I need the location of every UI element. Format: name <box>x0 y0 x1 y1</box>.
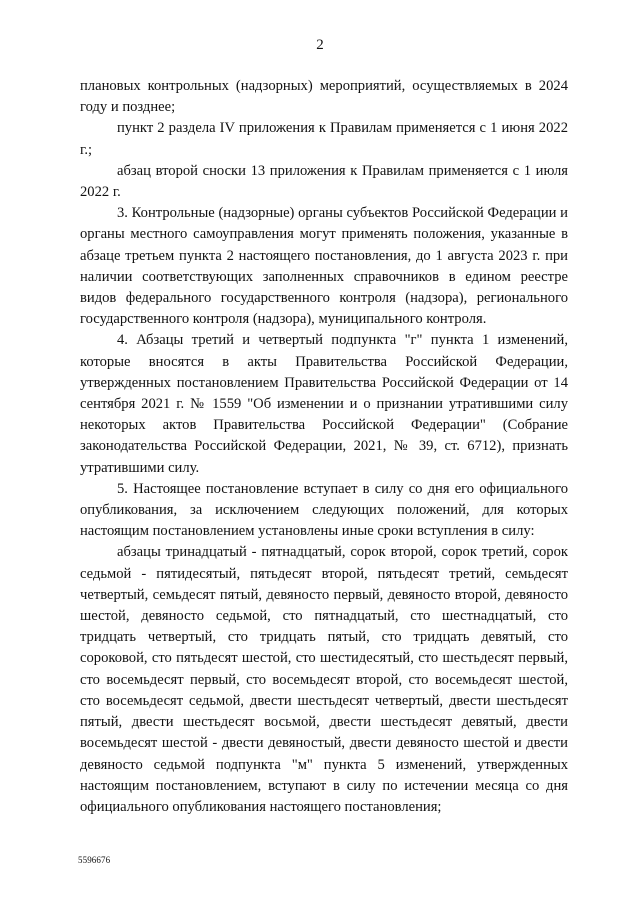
document-body <box>80 76 568 818</box>
paragraph-clause-5-exceptions: абзацы тринадцатый - пятнадцатый, сорок второй, сорок третий, сорок седьмой - пятидесятый, пятьдесят второй, пятьдесят третий, семьдесят четвертый, семьдесят пятый, девяносто первый, девяносто второй, девяносто шестой, девяносто седьмой, сто пятнадцатый, сто шестнадцатый, сто тридцать четвертый, сто тридцать пятый, сто тридцать девятый, сто сороковой, сто пятьдесят шестой, сто шестидесятый, сто шестьдесят первый, сто восемьдесят первый, сто восемьдесят второй, сто восемьдесят шестой, сто восемьдесят седьмой, двести шестьдесят четвертый, двести шестьдесят пятый, двести шестьдесят восьмой, двести шестьдесят девятый, двести восемьдесят шестой - двести девяностый, двести девяносто шестой и двести девяносто седьмой подпункта "м" пункта 5 изменений, утвержденных настоящим постановлением, вступают в силу по истечении месяца со дня официального опубликования настоящего постановления; <box>80 544 568 815</box>
paragraph-clause-4: 4. Абзацы третий и четвертый подпункта "г" пункта 1 изменений, которые вносятся в акты Правительства Российской Федерации, утвержденных постановлением Правительства Российской Федерации от 14 сентября 2021 г. № 1559 "Об изменении и о признании утратившими силу некоторых актов Правительства Российской Федерации" (Собрание законодательства Российской Федерации, 2021, № 39, ст. 6712), признать утратившими силу. <box>80 332 568 476</box>
page-number: 2 <box>316 37 324 53</box>
paragraph-footnote-13-item: абзац второй сноски 13 приложения к Правилам применяется с 1 июля 2022 г. <box>80 162 568 201</box>
paragraph-section-iv-item: пункт 2 раздела IV приложения к Правилам применяется с 1 июня 2022 г.; <box>80 120 568 158</box>
paragraph-clause-5: 5. Настоящее постановление вступает в силу со дня его официального опубликования, за исключением следующих положений, для которых настоящим постановлением установлены иные сроки вступления в силу: <box>80 480 568 540</box>
paragraph-continued: плановых контрольных (надзорных) мероприятий, осуществляемых в 2024 году и позднее; <box>80 78 568 116</box>
document-code: 5596676 <box>78 855 111 865</box>
paragraph-clause-3: 3. Контрольные (надзорные) органы субъектов Российской Федерации и органы местного самоуправления могут применять положения, указанные в абзаце третьем пункта 2 настоящего постановления, до 1 августа 2023 г. при наличии соответствующих заполненных справочников в едином реестре видов федерального государственного контроля (надзора), регионального государственного контроля (надзора), муниципального контроля. <box>80 205 568 328</box>
